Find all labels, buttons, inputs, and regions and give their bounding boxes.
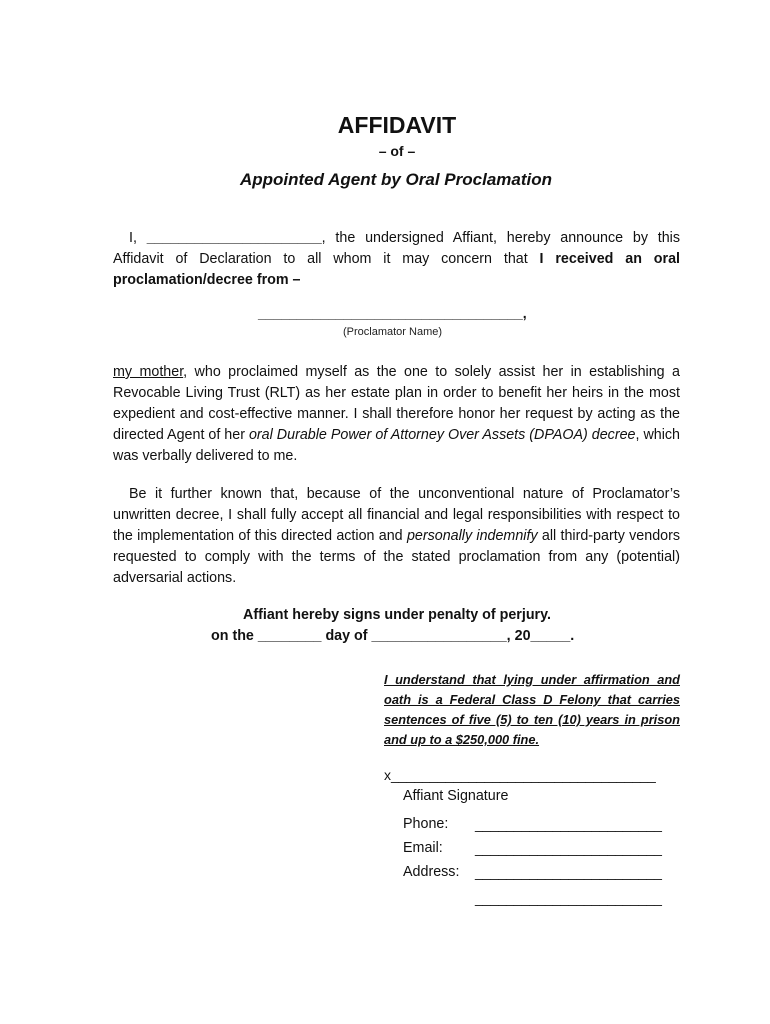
- proclamator-name-caption: (Proclamator Name): [343, 326, 443, 338]
- relation-text: my mother: [113, 364, 184, 380]
- address-blank[interactable]: ________________________: [475, 864, 662, 880]
- proclamation-paragraph: [113, 362, 680, 467]
- indemnify-paragraph: [113, 484, 680, 589]
- proclamation-italic-text: oral Durable Power of Attorney Over Assets (DPAOA) decree: [248, 427, 636, 443]
- proclamation-text-1: , who proclaimed myself as the one to solely assist her in establishing a Revocable Living Trust (RLT) as her estate plan in order to benefit her heirs in the most expedient and cost-effective manner. I shall therefore honor her request by acting as the directed Agent of her: [113, 364, 680, 443]
- document-title: AFFIDAVIT: [337, 112, 457, 138]
- signature-line[interactable]: x__________________________________: [384, 767, 656, 783]
- indemnify-italic-text: personally indemnify: [406, 528, 538, 544]
- declaration-end: from –: [252, 272, 301, 288]
- declaration-bold-text: I received an oral proclamation/decree: [113, 251, 680, 288]
- declaration-paragraph: [113, 228, 680, 291]
- phone-label: Phone:: [403, 816, 449, 832]
- indemnify-text-2: all third-party vendors requested to comply with the terms of the stated proclamation from any (potential) adversarial actions.: [113, 528, 681, 586]
- proclamator-name-blank[interactable]: __________________________________,: [258, 305, 527, 321]
- indemnify-text-1: Be it further known that, because of the unconventional nature of Proclamator’s unwritten decree, I shall fully accept all financial and legal responsibilities with respect to the implementation of this directed action and: [113, 486, 680, 544]
- affiant-prefix: I,: [129, 230, 147, 246]
- address-label: Address:: [403, 864, 460, 880]
- signature-label: Affiant Signature: [403, 788, 509, 804]
- email-label: Email:: [403, 840, 443, 856]
- perjury-statement: Affiant hereby signs under penalty of perjury.: [243, 607, 551, 623]
- felony-warning: I understand that lying under affirmation and oath is a Federal Class D Felony that carries sentences of five (5) to ten (10) years in prison and up to a $250,000 fine.: [384, 672, 680, 747]
- proclamation-text-2: , which was verbally delivered to me.: [113, 427, 680, 464]
- address-blank-line-2[interactable]: ________________________: [475, 890, 662, 906]
- affiant-name-blank[interactable]: ______________________: [146, 230, 322, 246]
- of-line: – of –: [378, 143, 416, 159]
- phone-blank[interactable]: ________________________: [475, 816, 662, 832]
- document-subtitle: Appointed Agent by Oral Proclamation: [239, 170, 552, 189]
- date-line[interactable]: on the ________ day of _________________, 20_____.: [211, 628, 575, 644]
- declaration-text: , the undersigned Affiant, hereby announce by this Affidavit of Declaration to all whom it may concern that: [113, 230, 680, 267]
- email-blank[interactable]: ________________________: [475, 840, 662, 856]
